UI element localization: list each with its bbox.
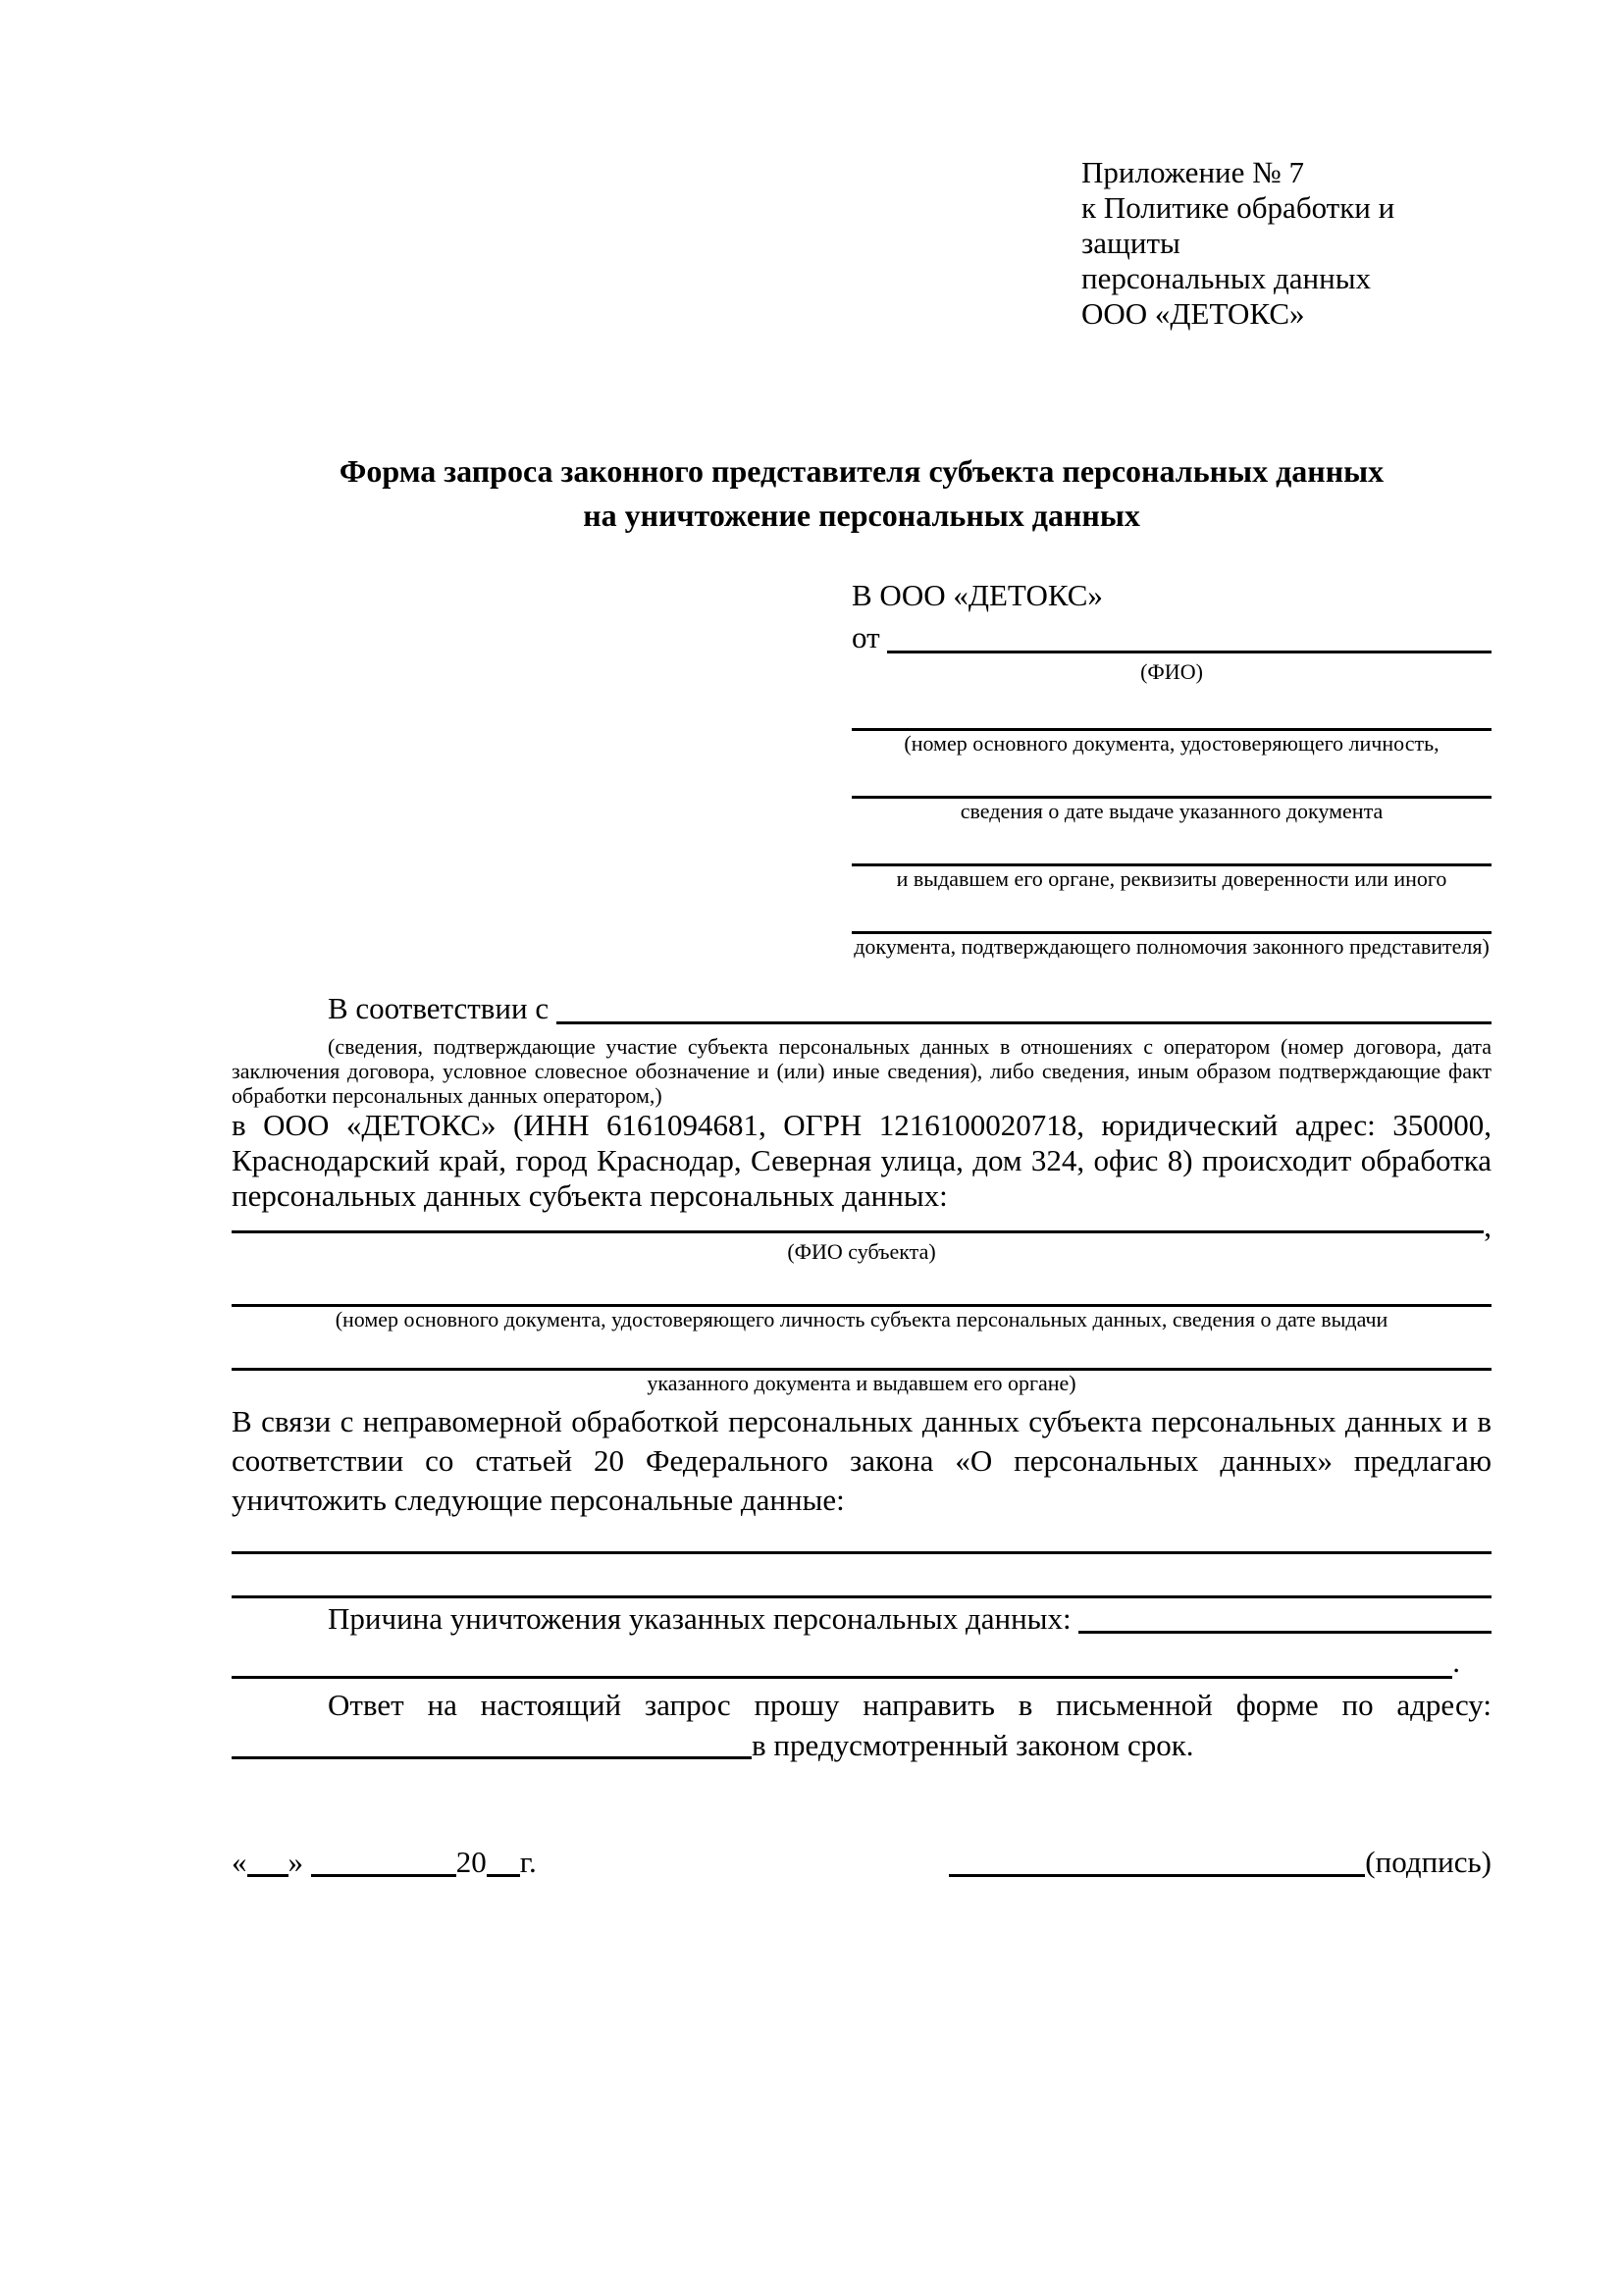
form-title-line-1: Форма запроса законного представителя субъекта персональных данных (339, 453, 1385, 489)
appendix-line-2: к Политике обработки и защиты (1081, 190, 1395, 260)
year-field-line (487, 1874, 520, 1877)
accordance-field-line (556, 987, 1492, 1024)
subject-doc-field-line-2 (232, 1332, 1492, 1371)
reply-tail: в предусмотренный законом срок. (752, 1728, 1194, 1762)
reply-address-row (232, 1726, 1492, 1765)
appendix-line-4: ООО «ДЕТОКС» (1081, 296, 1305, 331)
signature-field (949, 1840, 1492, 1885)
rep-doc-caption-4: документа, подтверждающего полномочия законного представителя) (854, 934, 1490, 959)
recipient-to: В ООО «ДЕТОКС» (852, 578, 1103, 612)
accordance-note: (сведения, подтверждающие участие субъекта персональных данных в отношениях с оператором (номер договора, дата заключения договора, условное словесное обозначение и (или) иные сведения), либо сведения, иным образом подтверждающие факт обработки персональных данных оператором,) (232, 1034, 1492, 1108)
reason-field-line-2 (232, 1640, 1452, 1679)
date-quote-close: » (288, 1845, 311, 1879)
data-field-line-2 (232, 1554, 1492, 1598)
rep-doc-caption-2: сведения о дате выдаче указанного документа (960, 799, 1384, 823)
reason-row (232, 1598, 1492, 1640)
accordance-row (232, 987, 1492, 1030)
form-title-line-2: на уничтожение персональных данных (583, 497, 1140, 533)
subject-doc-caption-1: (номер основного документа, удостоверяющего личность субъекта персональных данных, сведения о дате выдачи (335, 1307, 1388, 1331)
request-paragraph: В связи с неправомерной обработкой персональных данных субъекта персональных данных и в соответствии со статьей 20 Федерального закона «О персональных данных» предлагаю уничтожить следующие персональные данные: (232, 1404, 1492, 1517)
subject-doc-caption-2: указанного документа и выдавшем его органе) (647, 1371, 1076, 1395)
signature-caption: (подпись) (1365, 1845, 1492, 1879)
subject-fio-caption: (ФИО субъекта) (787, 1239, 936, 1264)
appendix-line-1: Приложение № 7 (1081, 155, 1304, 189)
reply-address-field-line (232, 1726, 752, 1759)
rep-doc-caption-3: и выдавшем его органе, реквизиты доверенности или иного (896, 866, 1447, 891)
subject-fio-field-line (232, 1214, 1484, 1233)
reason-label: Причина уничтожения указанных персональных данных: (328, 1601, 1079, 1636)
subject-doc-field-line-1 (232, 1265, 1492, 1307)
reason-row-2 (232, 1640, 1492, 1685)
from-row (852, 616, 1492, 659)
reason-period: . (1452, 1644, 1460, 1679)
data-field-line-1 (232, 1520, 1492, 1554)
rep-doc-field-line-1 (852, 685, 1492, 731)
rep-doc-caption-1: (номер основного документа, удостоверяющего личность, (904, 731, 1440, 756)
subject-fio-comma: , (1484, 1209, 1492, 1243)
from-field-line (887, 616, 1492, 653)
reason-field-line-1 (1078, 1598, 1492, 1634)
rep-doc-field-line-2 (852, 757, 1492, 799)
year-suffix: г. (519, 1845, 537, 1879)
rep-doc-field-line-3 (852, 824, 1492, 866)
appendix-line-3: персональных данных (1081, 261, 1372, 295)
day-field-line (247, 1874, 288, 1877)
from-label: от (852, 620, 888, 654)
fio-caption: (ФИО) (1140, 659, 1203, 684)
body-section (232, 987, 1492, 1885)
year-prefix: 20 (455, 1845, 487, 1879)
recipient-block (852, 575, 1492, 960)
month-field-line (311, 1874, 456, 1877)
date-field (232, 1840, 537, 1885)
subject-fio-row (232, 1209, 1492, 1243)
form-title (232, 449, 1492, 538)
accordance-label: В соответствии с (328, 991, 556, 1025)
operator-paragraph: в ООО «ДЕТОКС» (ИНН 6161094681, ОГРН 1216100020718, юридический адрес: 350000, Краснодарский край, город Краснодар, Северная улица, дом 324, офис 8) происходит обработка персональных данных субъекта персональных данных: (232, 1108, 1492, 1213)
rep-doc-field-line-4 (852, 892, 1492, 934)
date-quote-open: « (232, 1845, 247, 1879)
reply-paragraph: Ответ на настоящий запрос прошу направить в письменной форме по адресу: (328, 1688, 1492, 1722)
appendix-header (1081, 155, 1492, 332)
signature-field-line (949, 1874, 1365, 1877)
footer-row (232, 1840, 1492, 1885)
